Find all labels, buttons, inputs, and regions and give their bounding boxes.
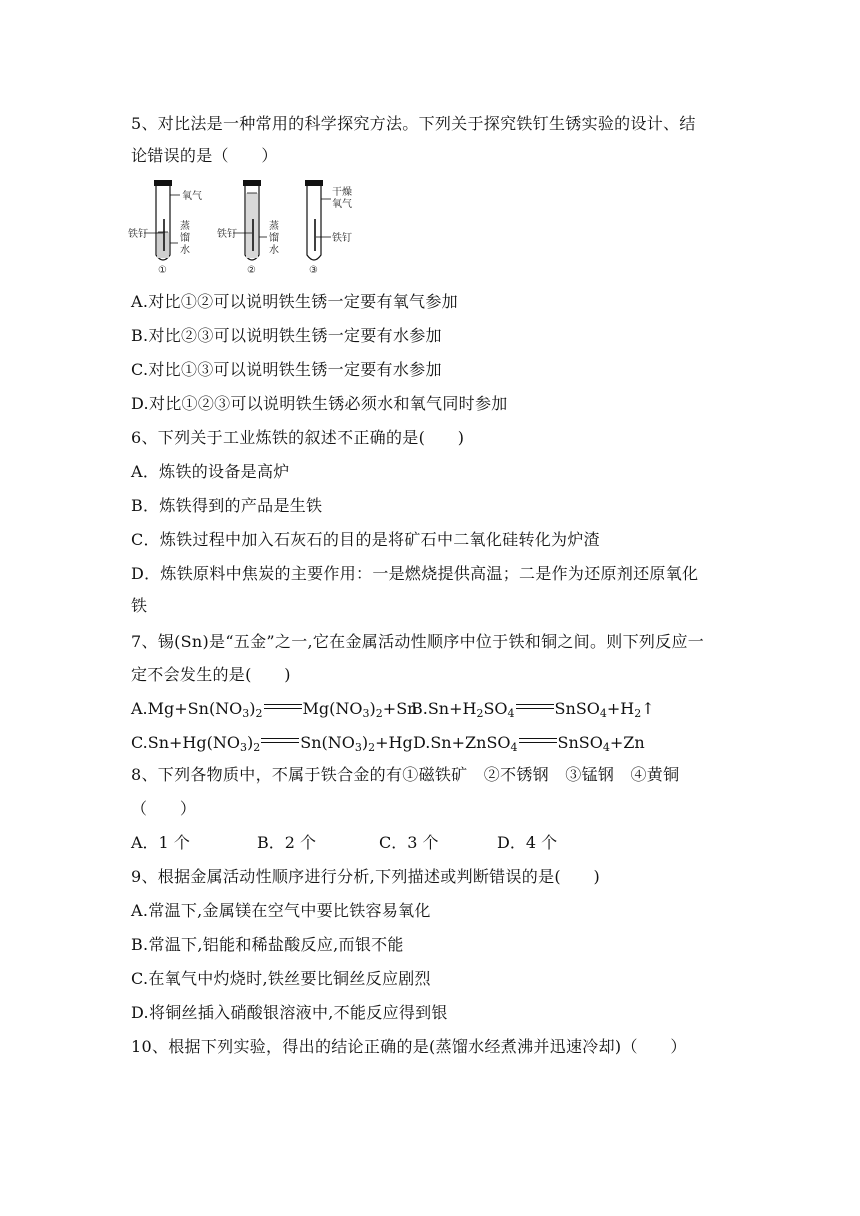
q9-option-c[interactable]: C.在氧气中灼烧时,铁丝要比铜丝反应剧烈 bbox=[131, 969, 431, 988]
q8-stem-line1: 8、下列各物质中，不属于铁合金的有①磁铁矿 ②不锈钢 ③锰钢 ④黄铜 bbox=[131, 765, 680, 784]
tube3-number: ③ bbox=[309, 265, 318, 276]
equals-sign bbox=[261, 738, 299, 743]
equals-sign bbox=[519, 738, 557, 743]
q7-stem-line2: 定不会发生的是( ) bbox=[131, 665, 291, 684]
tube2-nail-label: 铁钉 bbox=[217, 229, 237, 240]
test-tube-3 bbox=[305, 180, 331, 260]
tube2-water-label-2: 馏 bbox=[269, 233, 279, 244]
q7-option-b[interactable]: $B.Sn+H_2SO_4$ $SnSO_4+H_2↑$ bbox=[411, 699, 655, 720]
q5-option-c[interactable]: C.对比①③可以说明铁生锈一定要有水参加 bbox=[131, 360, 442, 379]
q9-option-b[interactable]: B.常温下,铝能和稀盐酸反应,而银不能 bbox=[131, 935, 404, 954]
q6-option-d-line2[interactable]: 铁 bbox=[131, 596, 148, 615]
tube3-nail-label: 铁钉 bbox=[332, 233, 352, 244]
q9-stem: 9、根据金属活动性顺序进行分析,下列描述或判断错误的是( ) bbox=[131, 867, 601, 886]
q8-option-c[interactable]: C．3 个 bbox=[379, 833, 439, 852]
tube2-water-label-3: 水 bbox=[269, 245, 279, 256]
q6-option-d-line1[interactable]: D．炼铁原料中焦炭的主要作用：一是燃烧提供高温；二是作为还原剂还原氧化 bbox=[131, 564, 699, 583]
tube1-nail-label: 铁钉 bbox=[128, 229, 148, 240]
q7-option-c[interactable]: $C.Sn+Hg(NO_3)_2$ $Sn(NO_3)_2+Hg$ bbox=[131, 733, 413, 754]
q5-option-a[interactable]: A.对比①②可以说明铁生锈一定要有氧气参加 bbox=[131, 292, 458, 311]
q10-stem: 10、根据下列实验，得出的结论正确的是(蒸馏水经煮沸并迅速冷却)（ ） bbox=[131, 1037, 687, 1056]
test-tube-1 bbox=[144, 180, 180, 260]
tube1-water-label-2: 馏 bbox=[180, 233, 190, 244]
tube1-water-label-3: 水 bbox=[180, 245, 190, 256]
q5-option-d[interactable]: D.对比①②③可以说明铁生锈必须水和氧气同时参加 bbox=[131, 394, 508, 413]
q6-option-b[interactable]: B．炼铁得到的产品是生铁 bbox=[131, 496, 323, 515]
q7-option-d[interactable]: D.Sn+ZnSO$_4$ SnSO$_4$+Zn bbox=[413, 733, 645, 754]
q6-stem: 6、下列关于工业炼铁的叙述不正确的是( ) bbox=[131, 428, 465, 447]
equals-sign bbox=[264, 704, 302, 709]
tube2-water-label-1: 蒸 bbox=[269, 221, 279, 232]
tube2-number: ② bbox=[247, 265, 256, 276]
tube3-oxygen-label: 氧气 bbox=[332, 199, 352, 210]
q5-option-b[interactable]: B.对比②③可以说明铁生锈一定要有水参加 bbox=[131, 326, 442, 345]
q6-option-a[interactable]: A．炼铁的设备是高炉 bbox=[131, 462, 290, 481]
q7-stem-line1: 7、锡(Sn)是“五金”之一,它在金属活动性顺序中位于铁和铜之间。则下列反应一 bbox=[131, 632, 705, 651]
q8-option-a[interactable]: A．1 个 bbox=[131, 833, 190, 852]
tube1-water-label-1: 蒸 bbox=[180, 221, 190, 232]
tube3-dry-label: 干燥 bbox=[332, 187, 352, 198]
q8-stem-line2: （ ） bbox=[131, 799, 197, 818]
q9-option-a[interactable]: A.常温下,金属镁在空气中要比铁容易氧化 bbox=[131, 901, 431, 920]
q8-option-d[interactable]: D．4 个 bbox=[497, 833, 558, 852]
q5-stem-line2: 论错误的是（ ） bbox=[131, 146, 278, 165]
q5-stem-line1: 5、对比法是一种常用的科学探究方法。下列关于探究铁钉生锈实验的设计、结 bbox=[131, 114, 696, 133]
q6-option-c[interactable]: C．炼铁过程中加入石灰石的目的是将矿石中二氧化硅转化为炉渣 bbox=[131, 530, 600, 549]
tube1-oxygen-label: 氧气 bbox=[182, 191, 202, 202]
iron-nail-rust-experiment-figure bbox=[128, 177, 368, 277]
q8-option-b[interactable]: B．2 个 bbox=[257, 833, 317, 852]
q9-option-d[interactable]: D.将铜丝插入硝酸银溶液中,不能反应得到银 bbox=[131, 1003, 448, 1022]
test-tube-2 bbox=[233, 180, 267, 260]
q7-option-a[interactable]: $A.Mg+Sn(NO_3)_2$ $Mg(NO_3)_2+Sn$ bbox=[131, 699, 418, 720]
equals-sign bbox=[516, 704, 554, 709]
tube1-number: ① bbox=[158, 265, 167, 276]
